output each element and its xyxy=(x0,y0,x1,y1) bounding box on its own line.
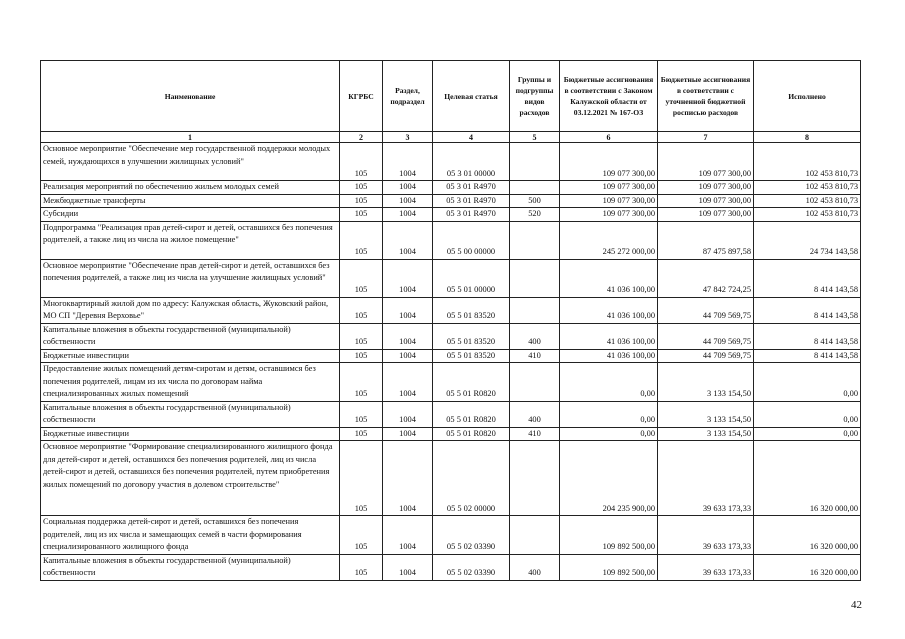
column-header: КГРБС xyxy=(340,61,383,132)
cell-executed: 8 414 143,58 xyxy=(754,297,861,323)
cell-name: Бюджетные инвестиции xyxy=(41,349,340,363)
column-header: Бюджетные ассигнования в соответствии с уточненной бюджетной росписью расходов xyxy=(658,61,754,132)
cell-law: 0,00 xyxy=(560,363,658,402)
cell-name: Предоставление жилых помещений детям-сиротам и детям, оставшимся без попечения родителей, лицам из их числа по договорам найма специализированных жилых помещений xyxy=(41,363,340,402)
cell-kgrbs: 105 xyxy=(340,323,383,349)
cell-executed: 102 453 810,73 xyxy=(754,143,861,181)
cell-section: 1004 xyxy=(383,221,433,259)
cell-kgrbs: 105 xyxy=(340,516,383,555)
cell-name: Субсидии xyxy=(41,208,340,222)
budget-sheet xyxy=(40,60,860,581)
cell-name: Бюджетные инвестиции xyxy=(41,427,340,441)
table-row xyxy=(41,554,861,580)
cell-executed: 102 453 810,73 xyxy=(754,208,861,222)
table-row xyxy=(41,401,861,427)
cell-refined: 39 633 173,33 xyxy=(658,441,754,516)
cell-target: 05 5 01 83520 xyxy=(433,323,510,349)
cell-kgrbs: 105 xyxy=(340,208,383,222)
cell-group xyxy=(510,259,560,297)
cell-name: Основное мероприятие "Обеспечение прав детей-сирот и детей, оставшихся без попечения родителей, а также лиц из числа на улучшение жилищных условий" xyxy=(41,259,340,297)
cell-law: 204 235 900,00 xyxy=(560,441,658,516)
cell-executed: 16 320 000,00 xyxy=(754,441,861,516)
column-header: Бюджетные ассигнования в соответствии с Законом Калужской области от 03.12.2021 № 167-ОЗ xyxy=(560,61,658,132)
cell-group: 500 xyxy=(510,194,560,208)
cell-section: 1004 xyxy=(383,208,433,222)
cell-target: 05 5 01 R0820 xyxy=(433,401,510,427)
cell-name: Подпрограмма "Реализация прав детей-сирот и детей, оставшихся без попечения родителей, а также лиц из числа на жилое помещение" xyxy=(41,221,340,259)
cell-law: 0,00 xyxy=(560,427,658,441)
page-number: 42 xyxy=(851,599,862,611)
cell-refined: 3 133 154,50 xyxy=(658,401,754,427)
cell-refined: 47 842 724,25 xyxy=(658,259,754,297)
table-row xyxy=(41,259,861,297)
cell-name: Основное мероприятие "Формирование специализированного жилищного фонда для детей-сирот и детей, оставшихся без попечения родителей, лиц из числа детей-сирот и детей, оставшихся без попечения родителей, путем приобретения жилых помещений по договору участия в долевом строительстве" xyxy=(41,441,340,516)
cell-target: 05 5 02 03390 xyxy=(433,554,510,580)
cell-section: 1004 xyxy=(383,297,433,323)
cell-group xyxy=(510,143,560,181)
cell-group xyxy=(510,181,560,195)
table-row xyxy=(41,143,861,181)
cell-refined: 87 475 897,58 xyxy=(658,221,754,259)
cell-executed: 8 414 143,58 xyxy=(754,323,861,349)
cell-target: 05 5 00 00000 xyxy=(433,221,510,259)
cell-executed: 16 320 000,00 xyxy=(754,554,861,580)
column-header: Группы и подгруппы видов расходов xyxy=(510,61,560,132)
cell-name: Межбюджетные трансферты xyxy=(41,194,340,208)
cell-executed: 0,00 xyxy=(754,427,861,441)
cell-refined: 44 709 569,75 xyxy=(658,297,754,323)
column-header: Целевая статья xyxy=(433,61,510,132)
cell-target: 05 5 02 00000 xyxy=(433,441,510,516)
cell-target: 05 3 01 00000 xyxy=(433,143,510,181)
table-row xyxy=(41,208,861,222)
cell-section: 1004 xyxy=(383,323,433,349)
cell-section: 1004 xyxy=(383,441,433,516)
column-header: Раздел, подраздел xyxy=(383,61,433,132)
cell-target: 05 5 02 03390 xyxy=(433,516,510,555)
column-number: 4 xyxy=(433,132,510,143)
table-row xyxy=(41,181,861,195)
column-number: 2 xyxy=(340,132,383,143)
cell-refined: 39 633 173,33 xyxy=(658,516,754,555)
cell-target: 05 3 01 R4970 xyxy=(433,181,510,195)
cell-executed: 8 414 143,58 xyxy=(754,259,861,297)
column-number: 6 xyxy=(560,132,658,143)
cell-kgrbs: 105 xyxy=(340,554,383,580)
cell-law: 41 036 100,00 xyxy=(560,349,658,363)
column-header: Наименование xyxy=(41,61,340,132)
cell-group: 410 xyxy=(510,427,560,441)
column-number-row xyxy=(41,132,861,143)
header-row xyxy=(41,61,861,132)
cell-section: 1004 xyxy=(383,181,433,195)
table-row xyxy=(41,297,861,323)
cell-refined: 109 077 300,00 xyxy=(658,208,754,222)
cell-law: 245 272 000,00 xyxy=(560,221,658,259)
cell-executed: 102 453 810,73 xyxy=(754,194,861,208)
cell-law: 41 036 100,00 xyxy=(560,297,658,323)
cell-executed: 0,00 xyxy=(754,363,861,402)
cell-name: Реализация мероприятий по обеспечению жильем молодых семей xyxy=(41,181,340,195)
cell-kgrbs: 105 xyxy=(340,221,383,259)
column-number: 7 xyxy=(658,132,754,143)
cell-target: 05 5 01 00000 xyxy=(433,259,510,297)
cell-section: 1004 xyxy=(383,516,433,555)
cell-name: Основное мероприятие "Обеспечение мер государственной поддержки молодых семей, нуждающихся в улучшении жилищных условий" xyxy=(41,143,340,181)
cell-group xyxy=(510,516,560,555)
cell-refined: 44 709 569,75 xyxy=(658,349,754,363)
cell-executed: 102 453 810,73 xyxy=(754,181,861,195)
cell-group xyxy=(510,363,560,402)
cell-executed: 24 734 143,58 xyxy=(754,221,861,259)
cell-refined: 44 709 569,75 xyxy=(658,323,754,349)
cell-section: 1004 xyxy=(383,349,433,363)
cell-name: Капитальные вложения в объекты государственной (муниципальной) собственности xyxy=(41,554,340,580)
cell-target: 05 3 01 R4970 xyxy=(433,194,510,208)
cell-target: 05 5 01 83520 xyxy=(433,297,510,323)
cell-kgrbs: 105 xyxy=(340,181,383,195)
cell-section: 1004 xyxy=(383,427,433,441)
cell-name: Капитальные вложения в объекты государственной (муниципальной) собственности xyxy=(41,323,340,349)
cell-group xyxy=(510,297,560,323)
cell-group xyxy=(510,441,560,516)
table-body xyxy=(41,143,861,581)
column-number: 3 xyxy=(383,132,433,143)
cell-section: 1004 xyxy=(383,554,433,580)
budget-table xyxy=(40,60,861,581)
cell-group: 520 xyxy=(510,208,560,222)
cell-name: Социальная поддержка детей-сирот и детей, оставшихся без попечения родителей, лиц из их числа и замещающих семей в части формирования специализированного жилищного фонда xyxy=(41,516,340,555)
table-row xyxy=(41,349,861,363)
cell-section: 1004 xyxy=(383,363,433,402)
cell-executed: 8 414 143,58 xyxy=(754,349,861,363)
cell-section: 1004 xyxy=(383,194,433,208)
cell-law: 109 077 300,00 xyxy=(560,194,658,208)
table-row xyxy=(41,516,861,555)
cell-law: 109 892 500,00 xyxy=(560,516,658,555)
cell-target: 05 5 01 83520 xyxy=(433,349,510,363)
table-row xyxy=(41,441,861,516)
cell-group: 400 xyxy=(510,401,560,427)
cell-kgrbs: 105 xyxy=(340,194,383,208)
cell-kgrbs: 105 xyxy=(340,349,383,363)
cell-group: 400 xyxy=(510,554,560,580)
column-number: 8 xyxy=(754,132,861,143)
cell-refined: 39 633 173,33 xyxy=(658,554,754,580)
cell-refined: 109 077 300,00 xyxy=(658,143,754,181)
cell-executed: 0,00 xyxy=(754,401,861,427)
table-row xyxy=(41,363,861,402)
cell-kgrbs: 105 xyxy=(340,363,383,402)
cell-kgrbs: 105 xyxy=(340,259,383,297)
cell-target: 05 5 01 R0820 xyxy=(433,427,510,441)
cell-name: Многоквартирный жилой дом по адресу: Калужская область, Жуковский район, МО СП "Деревня Верховье" xyxy=(41,297,340,323)
cell-name: Капитальные вложения в объекты государственной (муниципальной) собственности xyxy=(41,401,340,427)
cell-law: 109 892 500,00 xyxy=(560,554,658,580)
cell-kgrbs: 105 xyxy=(340,401,383,427)
cell-refined: 109 077 300,00 xyxy=(658,181,754,195)
cell-executed: 16 320 000,00 xyxy=(754,516,861,555)
cell-law: 41 036 100,00 xyxy=(560,259,658,297)
cell-law: 109 077 300,00 xyxy=(560,143,658,181)
cell-refined: 3 133 154,50 xyxy=(658,427,754,441)
cell-group: 400 xyxy=(510,323,560,349)
cell-refined: 109 077 300,00 xyxy=(658,194,754,208)
cell-law: 41 036 100,00 xyxy=(560,323,658,349)
cell-refined: 3 133 154,50 xyxy=(658,363,754,402)
cell-target: 05 3 01 R4970 xyxy=(433,208,510,222)
cell-law: 109 077 300,00 xyxy=(560,208,658,222)
column-number: 1 xyxy=(41,132,340,143)
cell-law: 109 077 300,00 xyxy=(560,181,658,195)
cell-kgrbs: 105 xyxy=(340,297,383,323)
cell-kgrbs: 105 xyxy=(340,441,383,516)
table-row xyxy=(41,194,861,208)
column-number: 5 xyxy=(510,132,560,143)
cell-section: 1004 xyxy=(383,401,433,427)
table-row xyxy=(41,427,861,441)
cell-target: 05 5 01 R0820 xyxy=(433,363,510,402)
table-row xyxy=(41,221,861,259)
cell-group xyxy=(510,221,560,259)
cell-section: 1004 xyxy=(383,259,433,297)
column-header: Исполнено xyxy=(754,61,861,132)
cell-law: 0,00 xyxy=(560,401,658,427)
cell-section: 1004 xyxy=(383,143,433,181)
cell-group: 410 xyxy=(510,349,560,363)
cell-kgrbs: 105 xyxy=(340,427,383,441)
table-row xyxy=(41,323,861,349)
cell-kgrbs: 105 xyxy=(340,143,383,181)
